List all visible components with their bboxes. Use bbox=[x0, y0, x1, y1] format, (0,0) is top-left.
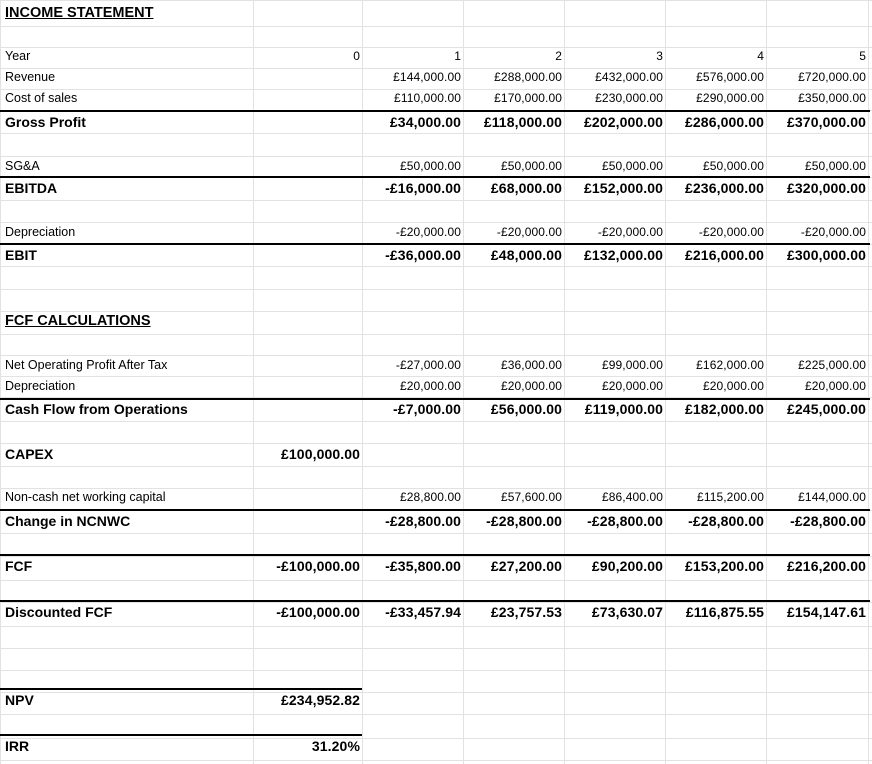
year-value[interactable]: 3 bbox=[656, 49, 663, 63]
row-border bbox=[0, 600, 870, 602]
ebitda-value[interactable]: £68,000.00 bbox=[490, 180, 562, 196]
row-border bbox=[0, 176, 870, 178]
year-label[interactable]: Year bbox=[5, 49, 31, 63]
depreciation-addback-value[interactable]: £20,000.00 bbox=[702, 379, 764, 393]
irr-value[interactable]: 31.20% bbox=[311, 738, 360, 754]
cost-of-sales-value[interactable]: £110,000.00 bbox=[394, 91, 461, 105]
change-ncnwc-value[interactable]: -£28,800.00 bbox=[385, 513, 461, 529]
depreciation-value[interactable]: -£20,000.00 bbox=[395, 225, 461, 239]
revenue-value[interactable]: £576,000.00 bbox=[696, 70, 764, 84]
ebitda-value[interactable]: £236,000.00 bbox=[685, 180, 764, 196]
row-gridline bbox=[0, 156, 872, 157]
depreciation-addback-value[interactable]: £20,000.00 bbox=[601, 379, 663, 393]
npv-label[interactable]: NPV bbox=[5, 692, 34, 708]
ncnwc-value[interactable]: £115,200.00 bbox=[697, 490, 764, 504]
year-value[interactable]: 5 bbox=[859, 49, 866, 63]
change-ncnwc-value[interactable]: -£28,800.00 bbox=[587, 513, 663, 529]
row-border bbox=[0, 398, 870, 400]
row-gridline bbox=[0, 602, 872, 603]
ncnwc-value[interactable]: £57,600.00 bbox=[500, 490, 562, 504]
discounted-fcf-value[interactable]: £154,147.61 bbox=[787, 604, 866, 620]
row-gridline bbox=[0, 533, 872, 534]
sga-value[interactable]: £50,000.00 bbox=[804, 159, 866, 173]
gross-profit-value[interactable]: £34,000.00 bbox=[389, 114, 461, 130]
sga-value[interactable]: £50,000.00 bbox=[399, 159, 461, 173]
fcf-label[interactable]: FCF bbox=[5, 558, 33, 574]
year-value[interactable]: 4 bbox=[757, 49, 764, 63]
column-gridline bbox=[253, 0, 254, 764]
npv-value[interactable]: £234,952.82 bbox=[281, 692, 360, 708]
fcf-value[interactable]: -£100,000.00 bbox=[276, 558, 360, 574]
row-gridline bbox=[0, 133, 872, 134]
row-gridline bbox=[0, 421, 872, 422]
row-gridline bbox=[0, 670, 872, 671]
revenue-value[interactable]: £144,000.00 bbox=[393, 70, 461, 84]
depreciation-addback-value[interactable]: £20,000.00 bbox=[399, 379, 461, 393]
depreciation-label[interactable]: Depreciation bbox=[5, 225, 76, 239]
fcf-value[interactable]: £216,200.00 bbox=[787, 558, 866, 574]
revenue-value[interactable]: £720,000.00 bbox=[798, 70, 866, 84]
fcf-value[interactable]: -£35,800.00 bbox=[385, 558, 461, 574]
cost-of-sales-value[interactable]: £290,000.00 bbox=[696, 91, 764, 105]
sga-label[interactable]: SG&A bbox=[5, 159, 40, 173]
depreciation-addback-label[interactable]: Depreciation bbox=[5, 379, 76, 393]
gross-profit-value[interactable]: £286,000.00 bbox=[685, 114, 764, 130]
cost-of-sales-value[interactable]: £350,000.00 bbox=[798, 91, 866, 105]
ebit-value[interactable]: -£36,000.00 bbox=[385, 247, 461, 263]
revenue-value[interactable]: £432,000.00 bbox=[595, 70, 663, 84]
ebit-value[interactable]: £300,000.00 bbox=[787, 247, 866, 263]
discounted-fcf-value[interactable]: -£100,000.00 bbox=[276, 604, 360, 620]
ebitda-value[interactable]: -£16,000.00 bbox=[385, 180, 461, 196]
depreciation-value[interactable]: -£20,000.00 bbox=[496, 225, 562, 239]
row-border bbox=[0, 110, 870, 112]
row-border bbox=[0, 688, 362, 690]
row-gridline bbox=[0, 289, 872, 290]
ebit-value[interactable]: £216,000.00 bbox=[685, 247, 764, 263]
fcf-value[interactable]: £153,200.00 bbox=[685, 558, 764, 574]
cash-flow-from-operations-value[interactable]: £245,000.00 bbox=[787, 401, 866, 417]
cash-flow-from-operations-value[interactable]: £119,000.00 bbox=[584, 401, 663, 417]
cash-flow-from-operations-value[interactable]: £182,000.00 bbox=[685, 401, 764, 417]
nopat-value[interactable]: £36,000.00 bbox=[500, 358, 562, 372]
row-gridline bbox=[0, 714, 872, 715]
capex-value[interactable]: £100,000.00 bbox=[281, 446, 360, 462]
change-ncnwc-value[interactable]: -£28,800.00 bbox=[688, 513, 764, 529]
row-gridline bbox=[0, 692, 872, 693]
row-gridline bbox=[0, 47, 872, 48]
ncnwc-value[interactable]: £28,800.00 bbox=[399, 490, 461, 504]
row-gridline bbox=[0, 626, 872, 627]
sga-value[interactable]: £50,000.00 bbox=[500, 159, 562, 173]
ebit-value[interactable]: £132,000.00 bbox=[584, 247, 663, 263]
row-gridline bbox=[0, 200, 872, 201]
ncnwc-value[interactable]: £144,000.00 bbox=[798, 490, 866, 504]
discounted-fcf-value[interactable]: £73,630.07 bbox=[591, 604, 663, 620]
ncnwc-value[interactable]: £86,400.00 bbox=[601, 490, 663, 504]
fcf-value[interactable]: £27,200.00 bbox=[490, 558, 562, 574]
change-ncnwc-value[interactable]: -£28,800.00 bbox=[486, 513, 562, 529]
depreciation-addback-value[interactable]: £20,000.00 bbox=[500, 379, 562, 393]
row-gridline bbox=[0, 466, 872, 467]
cash-flow-from-operations-label[interactable]: Cash Flow from Operations bbox=[5, 401, 188, 417]
row-gridline bbox=[0, 355, 872, 356]
sga-value[interactable]: £50,000.00 bbox=[601, 159, 663, 173]
discounted-fcf-value[interactable]: £23,757.53 bbox=[490, 604, 562, 620]
column-gridline bbox=[868, 0, 869, 764]
revenue-value[interactable]: £288,000.00 bbox=[494, 70, 562, 84]
column-gridline bbox=[766, 0, 767, 764]
row-gridline bbox=[0, 760, 872, 761]
column-gridline bbox=[564, 0, 565, 764]
row-gridline bbox=[0, 266, 872, 267]
nopat-value[interactable]: £99,000.00 bbox=[601, 358, 663, 372]
row-gridline bbox=[0, 222, 872, 223]
change-ncnwc-label[interactable]: Change in NCNWC bbox=[5, 513, 131, 529]
ncnwc-label[interactable]: Non-cash net working capital bbox=[5, 490, 166, 504]
nopat-value[interactable]: -£27,000.00 bbox=[395, 358, 461, 372]
row-gridline bbox=[0, 580, 872, 581]
discounted-fcf-label[interactable]: Discounted FCF bbox=[5, 604, 113, 620]
gross-profit-value[interactable]: £202,000.00 bbox=[584, 114, 663, 130]
fcf-value[interactable]: £90,200.00 bbox=[591, 558, 663, 574]
gross-profit-value[interactable]: £118,000.00 bbox=[483, 114, 562, 130]
income-statement-title[interactable]: INCOME STATEMENT bbox=[5, 5, 154, 21]
ebit-value[interactable]: £48,000.00 bbox=[490, 247, 562, 263]
cost-of-sales-value[interactable]: £230,000.00 bbox=[595, 91, 663, 105]
nopat-value[interactable]: £225,000.00 bbox=[798, 358, 866, 372]
column-gridline bbox=[665, 0, 666, 764]
depreciation-value[interactable]: -£20,000.00 bbox=[698, 225, 764, 239]
column-gridline bbox=[362, 0, 363, 764]
depreciation-value[interactable]: -£20,000.00 bbox=[597, 225, 663, 239]
cost-of-sales-value[interactable]: £170,000.00 bbox=[494, 91, 562, 105]
row-gridline bbox=[0, 738, 872, 739]
year-value[interactable]: 1 bbox=[454, 49, 461, 63]
row-gridline bbox=[0, 648, 872, 649]
row-gridline bbox=[0, 556, 872, 557]
year-value[interactable]: 0 bbox=[353, 49, 360, 63]
irr-label[interactable]: IRR bbox=[5, 738, 30, 754]
row-border bbox=[0, 554, 870, 556]
nopat-value[interactable]: £162,000.00 bbox=[696, 358, 764, 372]
cost-of-sales-label[interactable]: Cost of sales bbox=[5, 91, 78, 105]
capex-label[interactable]: CAPEX bbox=[5, 446, 54, 462]
discounted-fcf-value[interactable]: -£33,457.94 bbox=[385, 604, 461, 620]
row-gridline bbox=[0, 26, 872, 27]
cash-flow-from-operations-value[interactable]: -£7,000.00 bbox=[393, 401, 461, 417]
gross-profit-label[interactable]: Gross Profit bbox=[5, 114, 86, 130]
cash-flow-from-operations-value[interactable]: £56,000.00 bbox=[490, 401, 562, 417]
discounted-fcf-value[interactable]: £116,875.55 bbox=[685, 604, 764, 620]
ebitda-label[interactable]: EBITDA bbox=[5, 180, 58, 196]
ebitda-value[interactable]: £320,000.00 bbox=[787, 180, 866, 196]
depreciation-addback-value[interactable]: £20,000.00 bbox=[804, 379, 866, 393]
ebit-label[interactable]: EBIT bbox=[5, 247, 37, 263]
row-gridline bbox=[0, 311, 872, 312]
fcf-calculations-title[interactable]: FCF CALCULATIONS bbox=[5, 313, 151, 329]
depreciation-value[interactable]: -£20,000.00 bbox=[800, 225, 866, 239]
gross-profit-value[interactable]: £370,000.00 bbox=[787, 114, 866, 130]
change-ncnwc-value[interactable]: -£28,800.00 bbox=[790, 513, 866, 529]
row-border bbox=[0, 734, 362, 736]
nopat-label[interactable]: Net Operating Profit After Tax bbox=[5, 358, 168, 372]
column-gridline bbox=[463, 0, 464, 764]
revenue-label[interactable]: Revenue bbox=[5, 70, 56, 84]
row-border bbox=[0, 243, 870, 245]
ebitda-value[interactable]: £152,000.00 bbox=[584, 180, 663, 196]
sga-value[interactable]: £50,000.00 bbox=[702, 159, 764, 173]
row-gridline bbox=[0, 443, 872, 444]
row-border bbox=[0, 509, 870, 511]
row-gridline bbox=[0, 376, 872, 377]
row-gridline bbox=[0, 334, 872, 335]
year-value[interactable]: 2 bbox=[555, 49, 562, 63]
